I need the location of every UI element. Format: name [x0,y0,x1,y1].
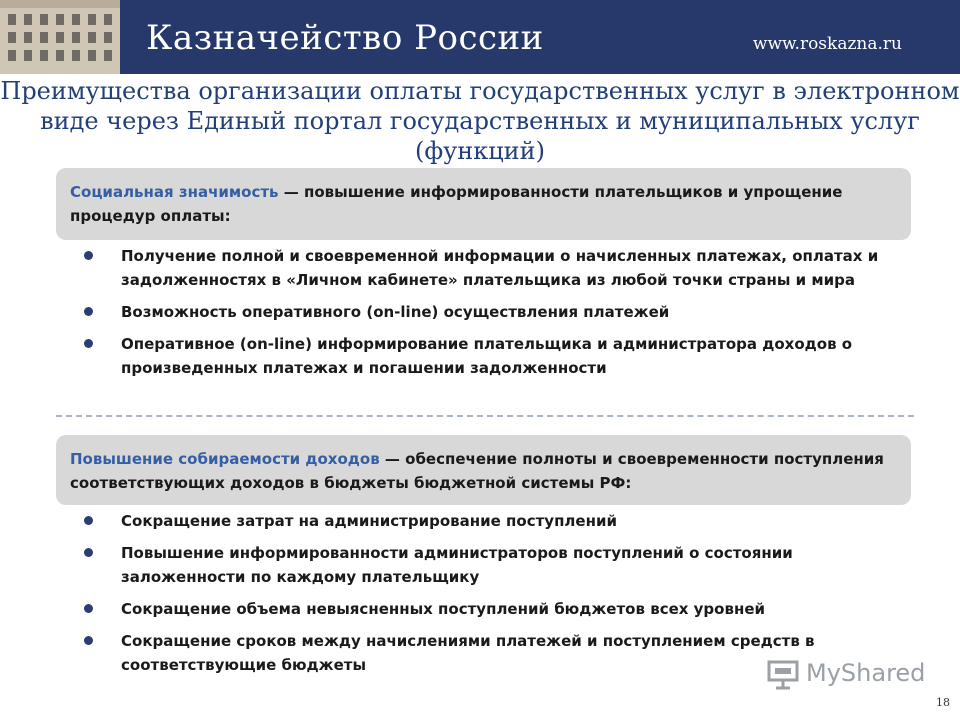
watermark-text: MyShared [806,659,926,687]
list-item-text: Сокращение затрат на администрирование поступлений [121,512,617,530]
list-item [84,541,919,589]
building-image [0,0,120,74]
brand-title: Казначейство России [146,18,544,58]
bullet-icon [84,251,93,260]
list-item [84,332,919,380]
list-item [84,300,919,324]
presentation-icon [766,657,800,691]
list-item-text: Повышение информированности администраторов поступлений о состоянии заложенности по каждому плательщику [121,544,793,586]
list-item-text: Получение полной и своевременной информации о начисленных платежах, оплатах и задолженностях в «Личном кабинете» плательщика из любой точки страны и мира [121,247,879,289]
list-item-text: Сокращение объема невыясненных поступлений бюджетов всех уровней [121,600,766,618]
myshared-watermark [766,656,924,692]
bullet-icon [84,307,93,316]
section1-list [84,244,919,388]
header-banner [0,0,960,74]
site-url: www.roskazna.ru [752,34,902,54]
bullet-icon [84,516,93,525]
list-item [84,509,919,533]
bullet-icon [84,604,93,613]
section1-header-box [56,168,911,240]
page-number: 18 [936,696,950,709]
list-item [84,597,919,621]
slide-title: Преимущества организации оплаты государственных услуг в электронном виде через Единый портал государственных и муниципальных услуг (функций) [0,77,960,165]
section1-description: — повышение информированности плательщиков и упрощение процедур оплаты: [70,183,843,225]
section2-highlight: Повышение собираемости доходов [70,450,380,468]
section2-description: — обеспечение полноты и своевременности поступления соответствующих доходов в бюджеты бюджетной системы РФ: [70,450,884,492]
section1-highlight: Социальная значимость [70,183,279,201]
bullet-icon [84,548,93,557]
list-item-text: Оперативное (on-line) информирование плательщика и администратора доходов о произведенных платежах и погашении задолженности [121,335,853,377]
section2-header-box [56,435,911,505]
list-item [84,244,919,292]
bullet-icon [84,636,93,645]
section-divider [56,415,914,417]
bullet-icon [84,339,93,348]
list-item-text: Сокращение сроков между начислениями платежей и поступлением средств в соответствующие бюджеты [121,632,815,674]
list-item-text: Возможность оперативного (on-line) осуществления платежей [121,303,670,321]
